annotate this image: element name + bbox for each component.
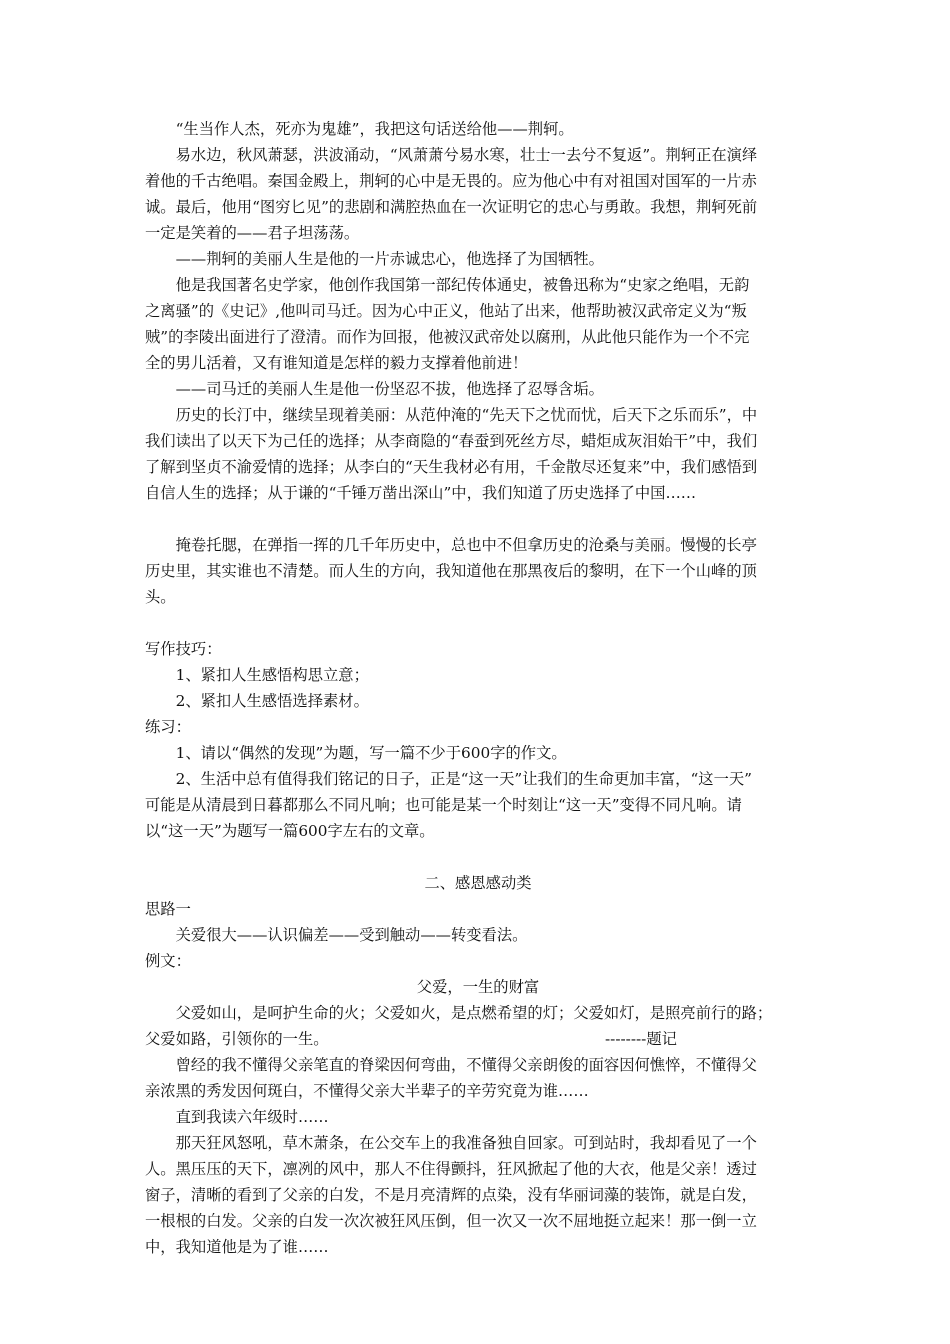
paragraph-simaqian: [145, 272, 811, 376]
inscription-label: --------题记: [605, 1030, 677, 1048]
idea-heading: 思路一: [145, 900, 191, 918]
idea-text: 关爱很大——认识偏差——受到触动——转变看法。: [175, 926, 528, 944]
text-line: 一根根的白发。父亲的白发一次次被狂风压倒，但一次又一次不屈地挺立起来！那一倒一立: [145, 1212, 757, 1230]
text-line: 一定是笑着的——君子坦荡荡。: [145, 224, 360, 242]
practice-heading: 练习：: [145, 718, 191, 736]
paragraph-simaqian-summary: ——司马迁的美丽人生是他一份坚忍不拔，他选择了忍辱含垢。: [175, 380, 604, 398]
practice-item: [145, 766, 811, 844]
essay-intro-text: 父爱如路，引领你的一生。: [145, 1030, 329, 1048]
paragraph-jingke-summary: ——荆轲的美丽人生是他的一片赤诚忠心，他选择了为国牺牲。: [175, 250, 604, 268]
spacer: [145, 844, 811, 870]
paragraph-history: [145, 402, 811, 506]
text-line: 我们读出了以天下为己任的选择；从李商隐的“春蚕到死丝方尽，蜡炬成灰泪始干”中，我们: [145, 432, 758, 450]
spacer: [145, 506, 811, 532]
essay-paragraph: 直到我读六年级时……: [175, 1108, 329, 1126]
text-line: 全的男儿活着，又有谁知道是怎样的毅力支撑着他前进！: [145, 354, 528, 372]
text-line: 历史的长汀中，继续呈现着美丽：从范仲淹的“先天下之忧而忧，后天下之乐而乐”，中: [175, 406, 758, 424]
text-line: 他是我国著名史学家，他创作我国第一部纪传体通史，被鲁迅称为“史家之绝唱，无韵: [175, 276, 750, 294]
text-line: 可能是从清晨到日暮都那么不同凡响；也可能是某一个时刻让“这一天”变得不同凡响。请: [145, 796, 742, 814]
text-line: 掩卷托腮，在弹指一挥的几千年历史中，总也中不但拿历史的沧桑与美丽。慢慢的长亭: [175, 536, 757, 554]
essay-intro-line: 父爱如山，是呵护生命的火；父爱如火，是点燃希望的灯；父爱如灯，是照亮前行的路；: [175, 1004, 773, 1022]
text-line: 曾经的我不懂得父亲笔直的脊梁因何弯曲，不懂得父亲朗俊的面容因何憔悴，不懂得父: [175, 1056, 757, 1074]
essay-intro-line: [145, 1026, 811, 1052]
tips-heading: 写作技巧：: [145, 640, 222, 658]
document-page: [145, 116, 811, 1260]
paragraph-jingke: [145, 142, 811, 246]
section-title: 二、感恩感动类: [424, 874, 532, 892]
tips-item: 1、紧扣人生感悟构思立意；: [175, 666, 369, 684]
text-line: 易水边，秋风萧瑟，洪波涌动，“风萧萧兮易水寒，壮士一去兮不复返”。荆轲正在演绎: [175, 146, 758, 164]
text-line: 以“这一天”为题写一篇600字左右的文章。: [145, 822, 435, 840]
text-line: 头。: [145, 588, 176, 606]
text-line: 着他的千古绝唱。秦国金殿上，荆轲的心中是无畏的。应为他心中有对祖国对国军的一片赤: [145, 172, 757, 190]
text-line: 那天狂风怒吼，草木萧条，在公交车上的我准备独自回家。可到站时，我却看见了一个: [175, 1134, 757, 1152]
paragraph-quote: “生当作人杰，死亦为鬼雄”，我把这句话送给他——荆轲。: [175, 120, 574, 138]
text-line: 自信人生的选择；从于谦的“千锤万凿出深山”中，我们知道了历史选择了中国……: [145, 484, 697, 502]
text-line: 历史里，其实谁也不清楚。而人生的方向，我知道他在那黑夜后的黎明，在下一个山峰的顶: [145, 562, 757, 580]
essay-title: 父爱，一生的财富: [416, 978, 540, 996]
text-line: 之离骚”的《史记》,他叫司马迁。因为心中正义，他站了出来，他帮助被汉武帝定义为“叛: [145, 302, 747, 320]
text-line: 诚。最后，他用“图穷匕见”的悲剧和满腔热血在一次证明它的忠心与勇敢。我想，荆轲死前: [145, 198, 758, 216]
tips-item: 2、紧扣人生感悟选择素材。: [175, 692, 369, 710]
text-line: 亲浓黑的秀发因何斑白，不懂得父亲大半辈子的辛劳究竟为谁……: [145, 1082, 589, 1100]
paragraph-conclusion: [145, 532, 811, 610]
text-line: 2、生活中总有值得我们铭记的日子，正是“这一天”让我们的生命更加丰富，“这一天”: [175, 770, 752, 788]
example-heading: 例文：: [145, 952, 191, 970]
practice-item: 1、请以“偶然的发现”为题，写一篇不少于600字的作文。: [175, 744, 567, 762]
text-line: 了解到坚贞不渝爱情的选择；从李白的“天生我材必有用，千金散尽还复来”中，我们感悟到: [145, 458, 758, 476]
essay-paragraph: [145, 1052, 811, 1104]
essay-paragraph: [145, 1130, 811, 1260]
spacer: [145, 610, 811, 636]
text-line: 贼”的李陵出面进行了澄清。而作为回报，他被汉武帝处以腐刑，从此他只能作为一个不完: [145, 328, 750, 346]
text-line: 中，我知道他是为了谁……: [145, 1238, 329, 1256]
text-line: 人。黑压压的天下，凛冽的风中，那人不住得颤抖，狂风掀起了他的大衣，他是父亲！透过: [145, 1160, 757, 1178]
text-line: 窗子，清晰的看到了父亲的白发，不是月亮清辉的点染，没有华丽词藻的装饰，就是白发，: [145, 1186, 757, 1204]
